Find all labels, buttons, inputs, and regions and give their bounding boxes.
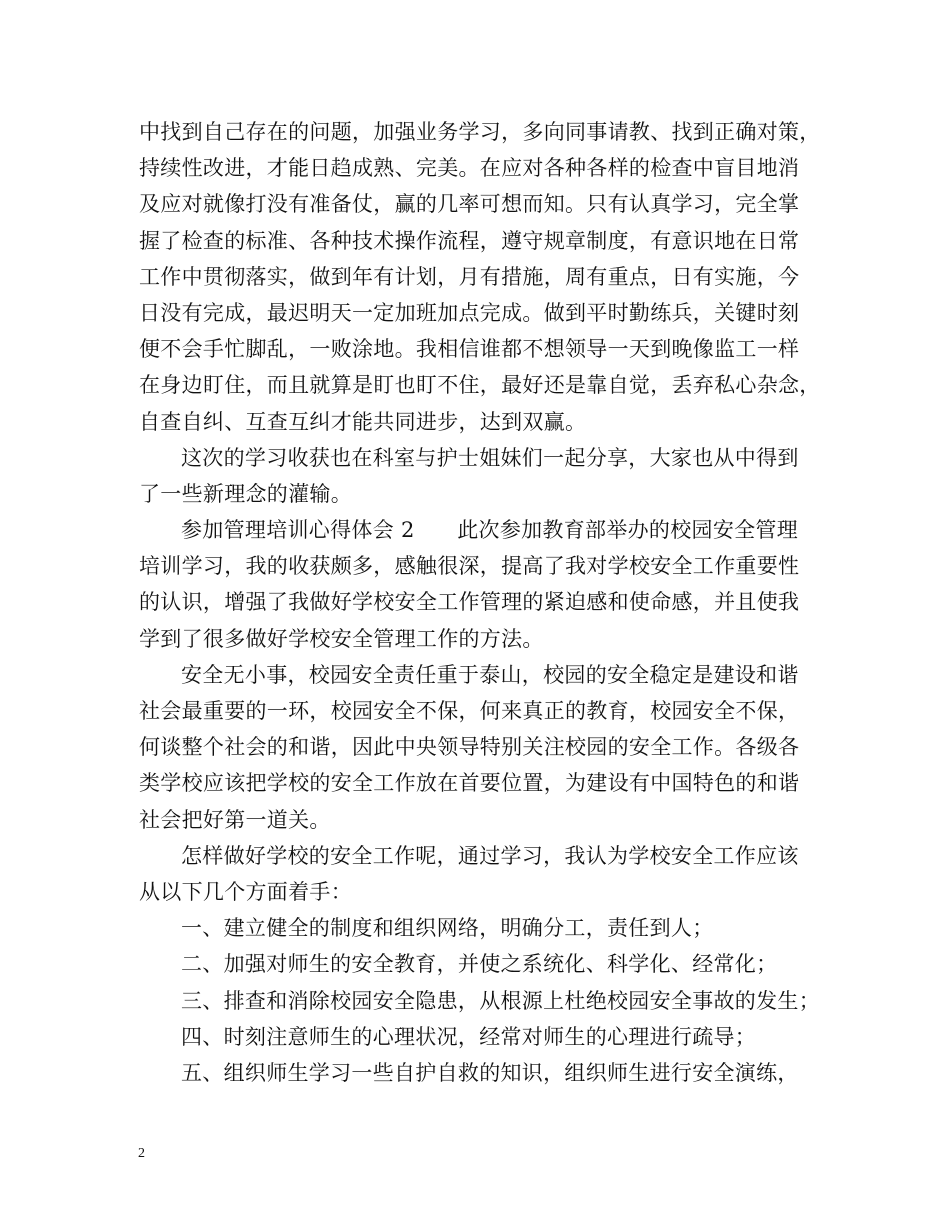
text-line: 中找到自己存在的问题，加强业务学习，多向同事请教、找到正确对策， (139, 120, 821, 144)
text-line: 学到了很多做好学校安全管理工作的方法。 (139, 626, 544, 651)
text-line: 从以下几个方面着手： (139, 879, 352, 904)
body-text (139, 114, 819, 1091)
list-item-line: 二、加强对师生的安全教育，并使之系统化、科学化、经常化； (181, 952, 778, 977)
text-line: 培训学习，我的收获颇多，感触很深，提高了我对学校安全工作重要性 (139, 554, 800, 579)
list-item-line: 一、建立健全的制度和组织网络，明确分工，责任到人； (181, 916, 714, 941)
text-line: 的认识，增强了我做好学校安全工作管理的紧迫感和使命感，并且使我 (139, 590, 800, 615)
list-item-line: 五、组织师生学习一些自护自救的知识，组织师生进行安全演练， (181, 1060, 799, 1085)
page-number: 2 (138, 1146, 145, 1161)
text-line: 持续性改进，才能日趋成熟、完美。在应对各种各样的检查中盲目地消 (139, 156, 800, 181)
list-item-line: 三、排查和消除校园安全隐患，从根源上杜绝校园安全事故的发生； (181, 988, 820, 1013)
text-line: 便不会手忙脚乱，一败涂地。我相信谁都不想领导一天到晚像监工一样 (139, 337, 800, 362)
text-line: 社会最重要的一环，校园安全不保，何来真正的教育，校园安全不保， (139, 699, 800, 723)
text-line: 日没有完成，最迟明天一定加班加点完成。做到平时勤练兵，关键时刻 (139, 300, 800, 325)
list-item-line: 四、时刻注意师生的心理状况，经常对师生的心理进行疏导； (181, 1024, 757, 1049)
text-line: 社会把好第一道关。 (139, 807, 331, 832)
text-line: 了一些新理念的灌输。 (139, 481, 352, 506)
text-line: 工作中贯彻落实，做到年有计划，月有措施，周有重点，日有实施，今 (139, 264, 800, 289)
text-line: 在身边盯住，而且就算是盯也盯不住，最好还是靠自觉，丢弃私心杂念， (139, 373, 821, 398)
text-line: 何谈整个社会的和谐，因此中央领导特别关注校园的安全工作。各级各 (139, 735, 800, 760)
text-line: 握了检查的标准、各种技术操作流程，遵守规章制度，有意识地在日常 (139, 228, 800, 253)
paragraph-start-line: 怎样做好学校的安全工作呢，通过学习，我认为学校安全工作应该 (181, 843, 799, 868)
paragraph-start-line: 参加管理培训心得体会 2 此次参加教育部举办的校园安全管理 (181, 518, 799, 543)
text-line: 类学校应该把学校的安全工作放在首要位置，为建设有中国特色的和谐 (139, 771, 800, 796)
text-line: 及应对就像打没有准备仗，赢的几率可想而知。只有认真学习，完全掌 (139, 192, 800, 217)
text-line: 自查自纠、互查互纠才能共同进步，达到双赢。 (139, 409, 587, 434)
paragraph-start-line: 这次的学习收获也在科室与护士姐妹们一起分享，大家也从中得到 (181, 445, 799, 470)
paragraph-start-line: 安全无小事，校园安全责任重于泰山，校园的安全稳定是建设和谐 (181, 662, 799, 687)
